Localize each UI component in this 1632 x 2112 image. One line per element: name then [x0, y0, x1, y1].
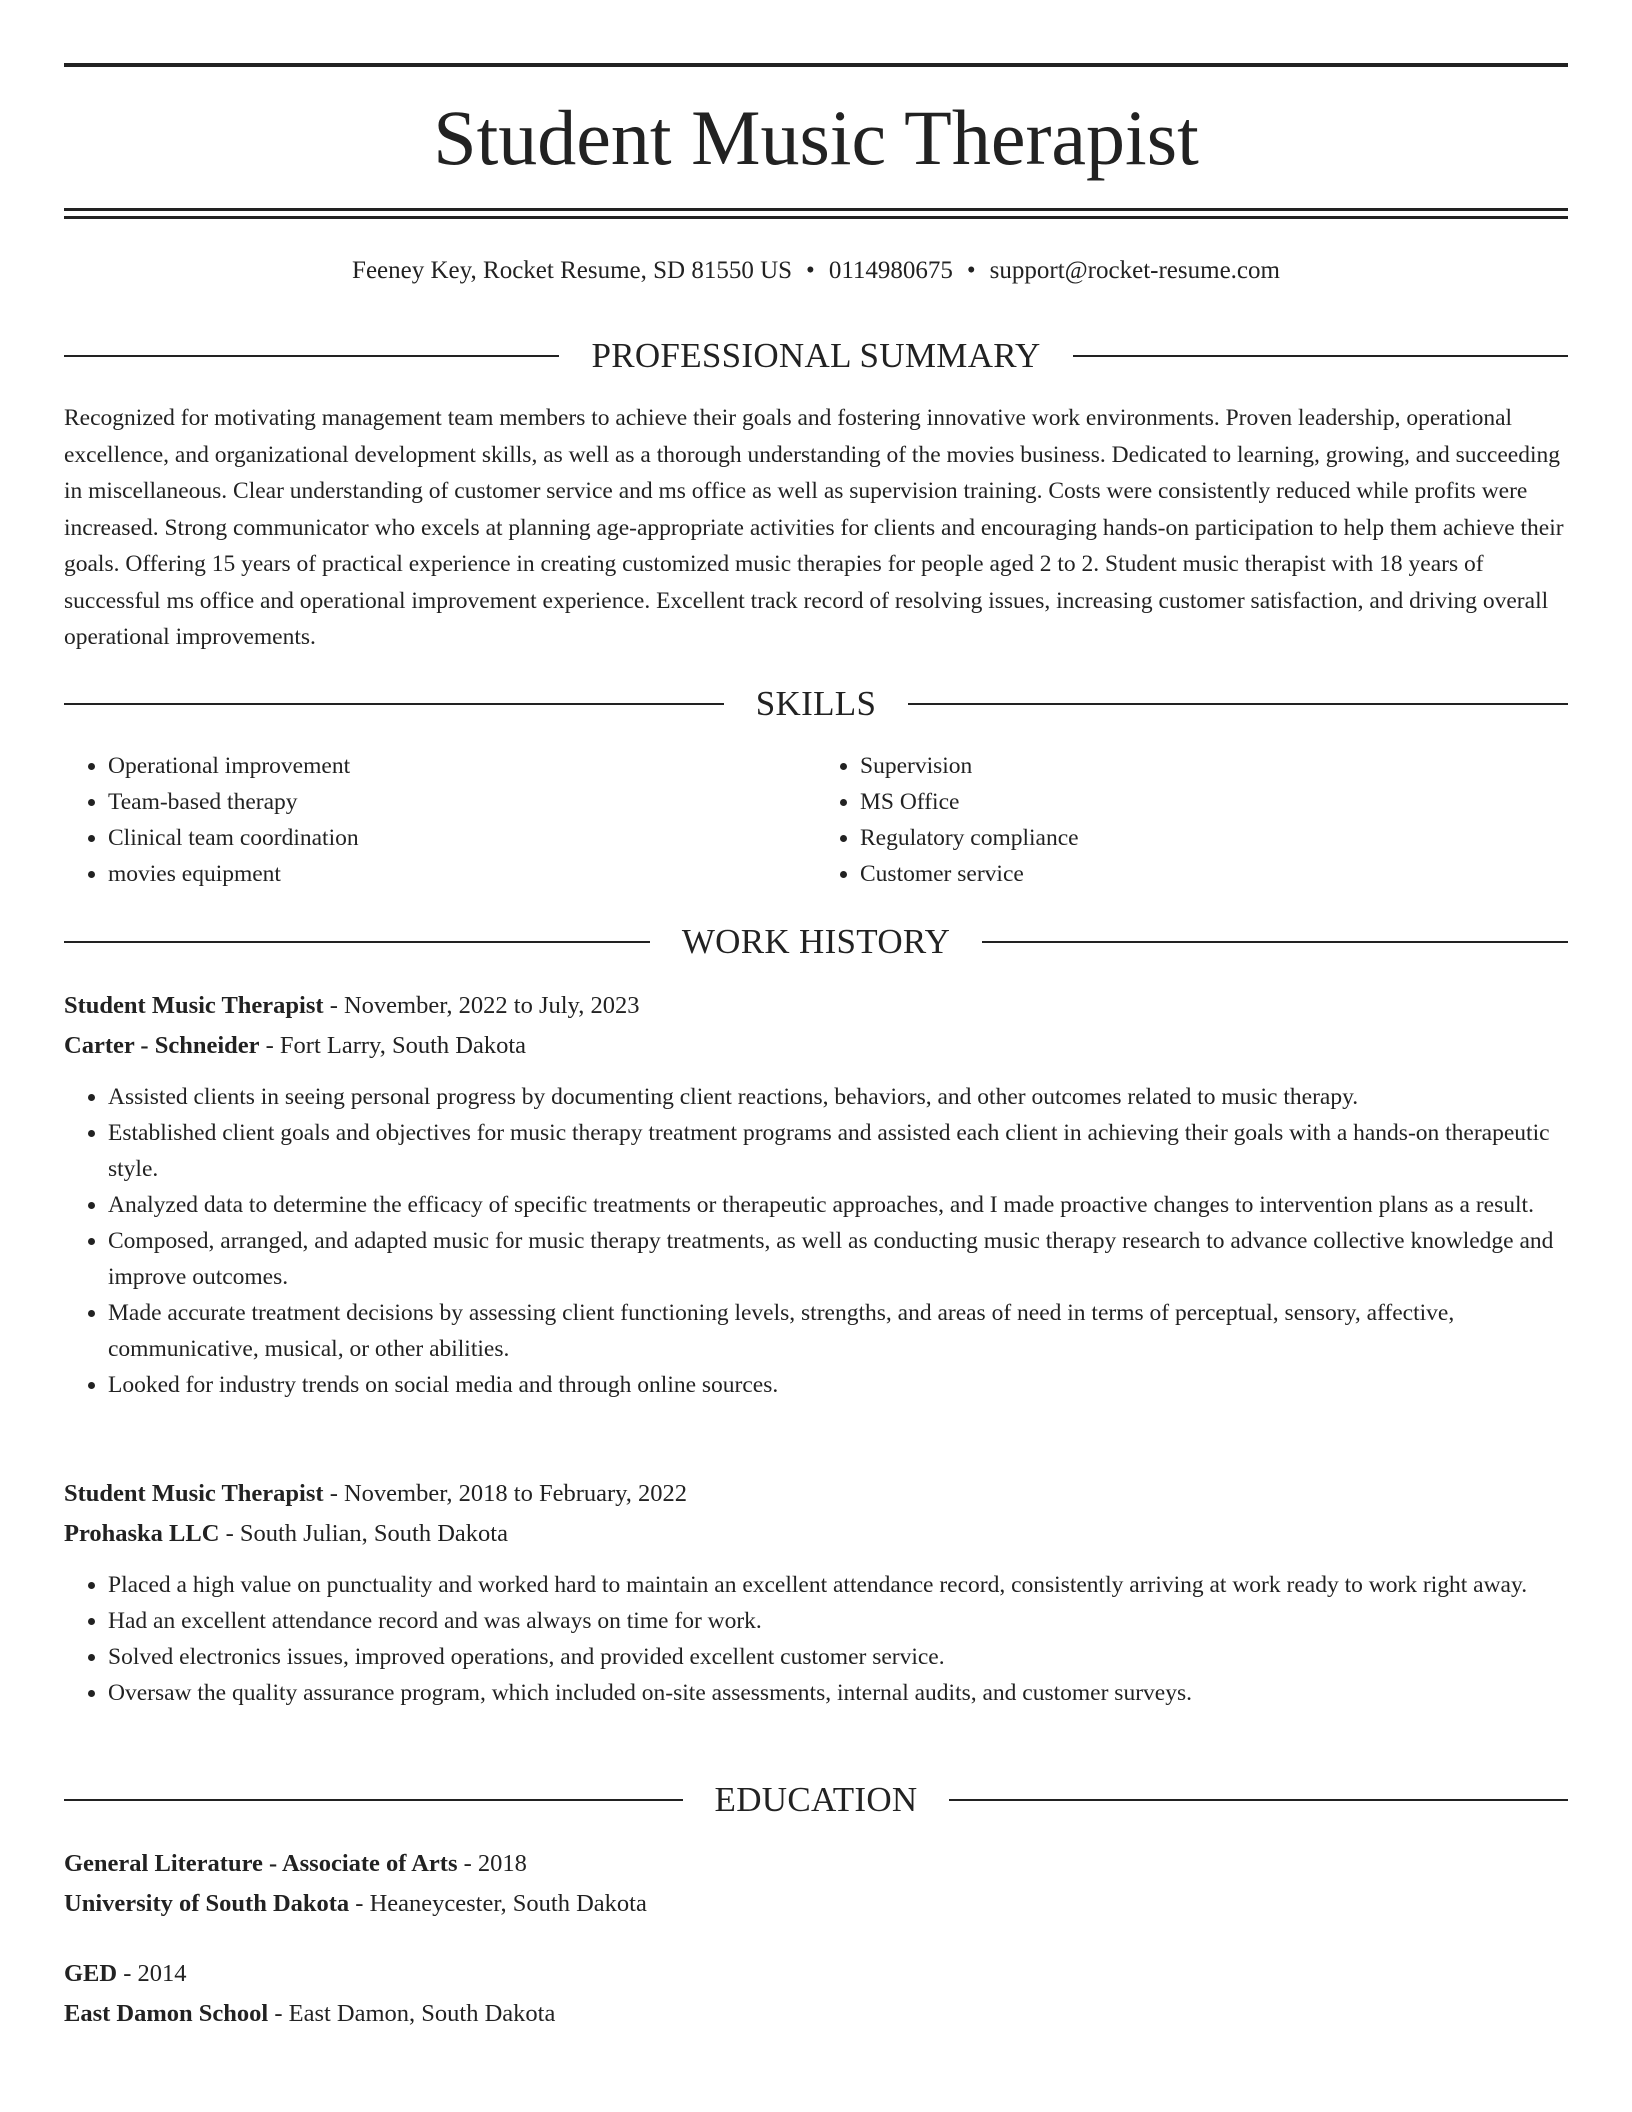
contact-address: Feeney Key, Rocket Resume, SD 81550 US: [352, 257, 793, 284]
job-bullet: • Looked for industry trends on social media and through online sources.: [108, 1367, 1568, 1403]
education-degree: GED: [64, 1960, 118, 1987]
skill-item: • movies equipment: [108, 856, 816, 892]
education-school-line: [64, 1996, 1568, 2032]
section-title-summary: PROFESSIONAL SUMMARY: [591, 336, 1041, 375]
job-dates: - November, 2022 to July, 2023: [323, 992, 640, 1019]
top-rule: [64, 63, 1568, 67]
job-company: Carter - Schneider: [64, 1032, 260, 1059]
section-rule-right: [949, 1799, 1568, 1801]
job-company: Prohaska LLC: [64, 1520, 220, 1547]
skill-item: • Regulatory compliance: [860, 820, 1568, 856]
section-title-work: WORK HISTORY: [681, 922, 951, 961]
contact-phone: 0114980675: [828, 257, 953, 284]
skill-item: • Supervision: [860, 748, 1568, 784]
education-school-line: [64, 1886, 1568, 1922]
section-rule-left: [64, 1799, 683, 1801]
section-rule-right: [1073, 355, 1568, 357]
job-title: Student Music Therapist: [64, 1480, 324, 1507]
education-location: - East Damon, South Dakota: [268, 2000, 556, 2027]
contact-separator: •: [806, 257, 815, 284]
job-bullet: • Solved electronics issues, improved operations, and provided excellent customer service.: [108, 1639, 1568, 1675]
skills-column-right: [816, 748, 1568, 892]
job-bullet: • Analyzed data to determine the efficacy of specific treatments or therapeutic approaches, and I made proactive changes to intervention plans as a result.: [108, 1187, 1568, 1223]
skill-item: • Team-based therapy: [108, 784, 816, 820]
section-rule-right: [908, 703, 1568, 705]
education-location: - Heaneycester, South Dakota: [349, 1890, 647, 1917]
section-rule-left: [64, 355, 559, 357]
job-bullet: • Assisted clients in seeing personal progress by documenting client reactions, behaviors, and other outcomes related to music therapy.: [108, 1079, 1568, 1115]
section-header-work: [64, 922, 1568, 962]
job-company-line: [64, 1028, 1568, 1064]
title-rule-lower: [64, 216, 1568, 219]
section-header-skills: [64, 684, 1568, 724]
job-location: - Fort Larry, South Dakota: [259, 1032, 526, 1059]
education-degree-line: [64, 1956, 1568, 1992]
job-bullet: • Placed a high value on punctuality and worked hard to maintain an excellent attendance record, consistently arriving at work ready to work right away.: [108, 1567, 1568, 1603]
job-company-line: [64, 1516, 1568, 1552]
skill-item: • Customer service: [860, 856, 1568, 892]
summary-paragraph: Recognized for motivating management team members to achieve their goals and fostering innovative work environments. Proven leadership, operational excellence, and organizational development skills, as well as a thorough understanding of the movies business. Dedicated to learning, growing, and succeeding in miscellaneous. Clear understanding of customer service and ms office as well as supervision training. Costs were consistently reduced while profits were increased. Strong communicator who excels at planning age-appropriate activities for clients and encouraging hands-on participation to help them achieve their goals. Offering 15 years of practical experience in creating customized music therapies for people aged 2 to 2. Student music therapist with 18 years of successful ms office and operational improvement experience. Excellent track record of resolving issues, increasing customer satisfaction, and driving overall operational improvements.: [64, 405, 1564, 650]
education-degree: General Literature - Associate of Arts: [64, 1850, 458, 1877]
section-header-summary: [64, 336, 1568, 376]
job-title: Student Music Therapist: [64, 992, 324, 1019]
job-bullet: • Established client goals and objectives for music therapy treatment programs and assisted each client in achieving their goals with a hands-on therapeutic style.: [108, 1115, 1568, 1187]
job-bullets: [64, 1079, 1568, 1403]
job-bullet: • Oversaw the quality assurance program, which included on-site assessments, internal audits, and customer surveys.: [108, 1675, 1568, 1711]
contact-separator: •: [966, 257, 976, 284]
title-rule-upper: [64, 208, 1568, 211]
section-rule-left: [64, 941, 650, 943]
education-school: University of South Dakota: [64, 1890, 350, 1917]
section-rule-left: [64, 703, 724, 705]
skills-list: [64, 748, 1568, 892]
skill-item: • MS Office: [860, 784, 1568, 820]
job-bullet: • Composed, arranged, and adapted music for music therapy treatments, as well as conducting music therapy research to advance collective knowledge and improve outcomes.: [108, 1223, 1568, 1295]
education-degree-line: [64, 1846, 1568, 1882]
education-year: - 2018: [457, 1850, 527, 1877]
section-rule-right: [982, 941, 1568, 943]
contact-line: [64, 254, 1568, 288]
section-header-education: [64, 1780, 1568, 1820]
contact-email: support@rocket-resume.com: [989, 257, 1280, 284]
job-dates: - November, 2018 to February, 2022: [323, 1480, 688, 1507]
section-title-skills: SKILLS: [755, 684, 877, 723]
job-location: - South Julian, South Dakota: [219, 1520, 508, 1547]
skill-item: • Operational improvement: [108, 748, 816, 784]
job-bullets: [64, 1567, 1568, 1711]
resume-title: Student Music Therapist: [433, 94, 1199, 181]
job-bullet: • Had an excellent attendance record and was always on time for work.: [108, 1603, 1568, 1639]
section-title-education: EDUCATION: [714, 1780, 918, 1819]
job-bullet: • Made accurate treatment decisions by assessing client functioning levels, strengths, and areas of need in terms of perceptual, sensory, affective, communicative, musical, or other abilities.: [108, 1295, 1568, 1367]
education-school: East Damon School: [64, 2000, 269, 2027]
skill-item: • Clinical team coordination: [108, 820, 816, 856]
job-title-line: [64, 1476, 1568, 1512]
job-title-line: [64, 988, 1568, 1024]
skills-column-left: [64, 748, 816, 892]
education-year: - 2014: [117, 1960, 187, 1987]
